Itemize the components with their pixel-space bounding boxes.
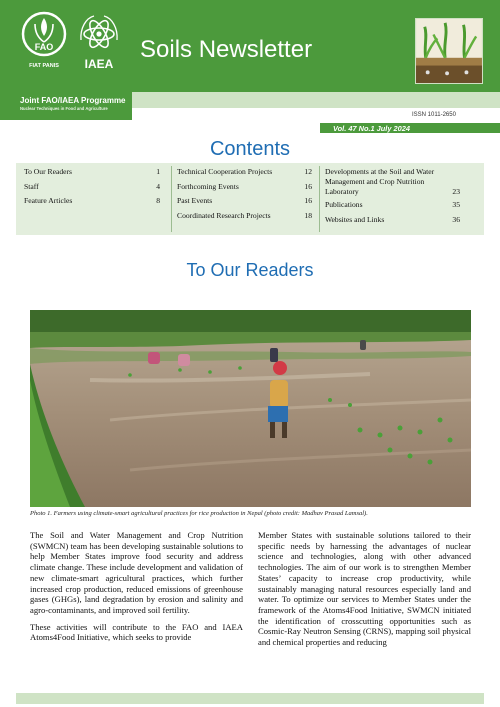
photo-caption: Photo 1. Farmers using climate-smart agricultural practices for rice production in Nepal (photo credit: Madhav Prasad Lamsal). (30, 510, 368, 517)
header-seedlings-image (415, 18, 483, 84)
footer-bar (16, 693, 484, 704)
body-column-right (258, 530, 471, 654)
header-light-band (132, 92, 500, 108)
toc-entry-title: Staff (24, 181, 39, 191)
section-heading: To Our Readers (186, 260, 314, 280)
toc-entry[interactable] (177, 167, 312, 182)
newsletter-title: Soils Newsletter (140, 36, 313, 63)
programme-subtitle: Nuclear Techniques in Food and Agriculture (20, 106, 108, 111)
toc-entry-page: 36 (452, 214, 460, 224)
fiat-panis-text: FIAT PANIS (29, 63, 59, 69)
toc-entry-title: Forthcoming Events (177, 181, 239, 191)
toc-divider (319, 166, 320, 232)
body-paragraph: These activities will contribute to the FAO and IAEA Atoms4Food Initiative, which seeks to provide (30, 621, 243, 643)
toc-entry[interactable] (177, 182, 312, 197)
body-paragraph: The Soil and Water Management and Crop Nutrition (SWMCN) team has been developing sustainable solutions to help Member States improve food security and address climate change. These include development and validation of new climate-smart agricultural practices, which further increased crop production, reduced emissions of greenhouse gases (GHGs), land degradation by erosion and salinity and agro-contaminants, and improved soil fertility. (30, 530, 243, 615)
fao-logo (20, 10, 68, 72)
toc-entry-page: 8 (156, 196, 160, 205)
toc-column-1 (24, 167, 160, 211)
volume-label: Vol. 47 No.1 July 2024 (333, 124, 410, 133)
toc-entry[interactable] (24, 196, 160, 211)
toc-entry[interactable] (325, 200, 460, 215)
toc-entry[interactable] (177, 196, 312, 211)
iaea-logo (76, 12, 122, 72)
toc-entry-page: 16 (304, 196, 312, 205)
rice-planting-photo (30, 310, 471, 507)
toc-entry-title: Past Events (177, 196, 213, 205)
toc-entry-title: Feature Articles (24, 196, 73, 205)
toc-entry-page: 12 (304, 167, 312, 176)
toc-entry-page: 16 (304, 181, 312, 191)
toc-entry-page: 35 (452, 200, 460, 209)
toc-entry-page: 18 (304, 210, 312, 220)
toc-divider (171, 166, 172, 232)
toc-entry-title: Coordinated Research Projects (177, 210, 271, 220)
issn-number: ISSN 1011-2650 (412, 112, 456, 118)
toc-entry-title: Websites and Links (325, 214, 385, 224)
toc-entry-page: 4 (156, 181, 160, 191)
iaea-logo-text: IAEA (84, 57, 114, 71)
toc-entry[interactable] (325, 215, 460, 230)
toc-entry-title: Developments at the Soil and Water Management and Crop Nutrition Laboratory (325, 167, 435, 196)
toc-entry-page: 1 (156, 167, 160, 176)
toc-entry[interactable] (24, 182, 160, 197)
body-column-left (30, 530, 243, 649)
toc-column-3 (325, 167, 460, 229)
programme-title: Joint FAO/IAEA Programme (20, 96, 126, 105)
contents-heading: Contents (209, 138, 291, 160)
toc-entry[interactable] (325, 167, 460, 200)
toc-entry-page: 23 (452, 187, 460, 196)
toc-entry-title: Publications (325, 200, 363, 209)
body-paragraph: Member States with sustainable solutions tailored to their specific needs by harnessing the advantages of nuclear science and technologies, along with other advanced technologies. The aim of our work is to strengthen Member States’ capacity to increase crop productivity, while sustainably managing natural resources especially land and water. To optimize our services to Member States under the framework of the Atoms4Food Initiative, SWMCN initiated the identification of crosscutting opportunities such as Cosmic-Ray Neutron Sensing (CRNS), mapping soil physical and chemical properties and reducing (258, 530, 471, 648)
toc-entry-title: Technical Cooperation Projects (177, 167, 273, 176)
toc-entry[interactable] (24, 167, 160, 182)
toc-entry[interactable] (177, 211, 312, 226)
toc-column-2 (177, 167, 312, 225)
fao-logo-text: FAO (34, 42, 54, 52)
toc-entry-title: To Our Readers (24, 167, 72, 176)
